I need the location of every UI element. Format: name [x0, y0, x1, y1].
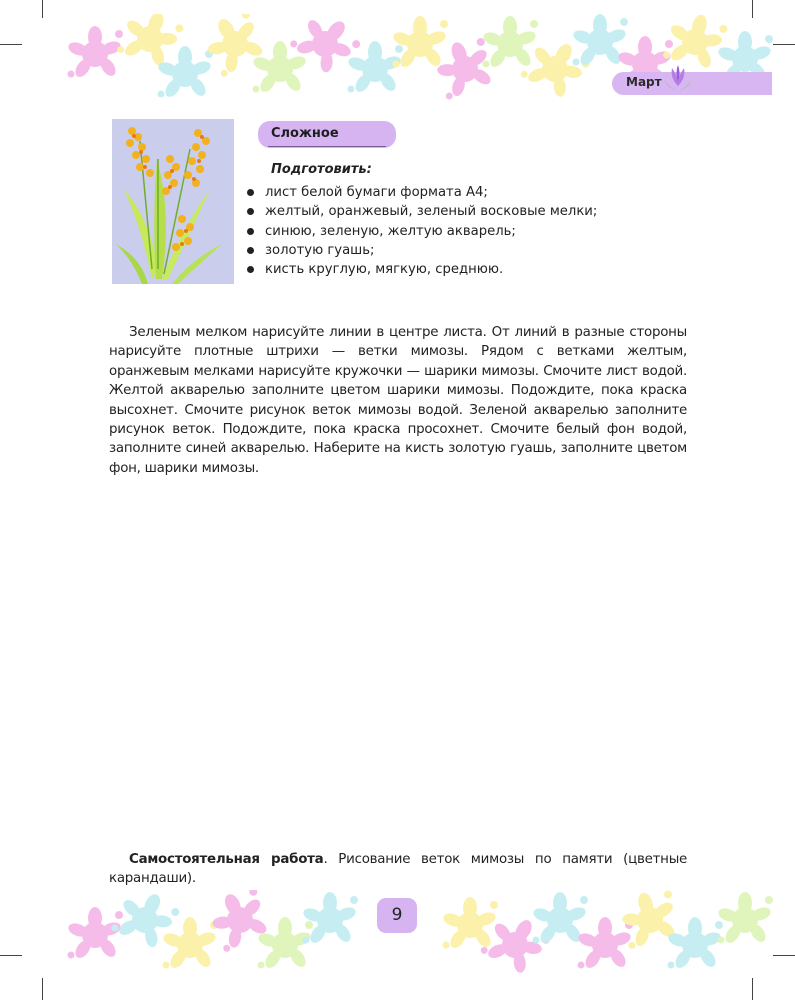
level-underline	[268, 146, 386, 147]
difficulty-level-tab	[258, 121, 396, 148]
crop-mark	[752, 978, 753, 1000]
list-item: желтый, оранжевый, зеленый восковые мелки;	[243, 202, 597, 221]
crop-mark	[773, 44, 795, 45]
mimosa-illustration	[112, 119, 234, 284]
flower-icon	[660, 64, 696, 98]
list-item: золотую гуашь;	[243, 241, 597, 260]
month-label: Март	[626, 75, 662, 89]
list-item: лист белой бумаги формата А4;	[243, 183, 597, 202]
page-number: 9	[391, 905, 403, 925]
difficulty-level-label: Сложное	[271, 126, 339, 141]
crop-mark	[0, 955, 22, 956]
page-number-badge	[377, 898, 417, 933]
crop-mark	[773, 955, 795, 956]
independent-work-label: Самостоятельная работа	[129, 852, 324, 867]
crop-mark	[42, 978, 43, 1000]
crop-mark	[42, 0, 43, 18]
materials-list	[243, 183, 597, 279]
list-item: синюю, зеленую, желтую акварель;	[243, 222, 597, 241]
independent-work-paragraph	[109, 850, 687, 889]
crop-mark	[0, 44, 22, 45]
instructions-paragraph: Зеленым мелком нарисуйте линии в центре листа. От линий в разные стороны нарисуйте плотные штрихи — ветки мимозы. Рядом с ветками желтым, оранжевым мелками нарисуйте кружочки — шарики мимозы. Смочите лист водой. Желтой акварелью заполните цветом шарики мимозы. Подождите, пока краска высохнет. Смочите рисунок веток мимозы водой. Зеленой акварелью заполните рисунок веток. Подождите, пока краска просохнет. Смочите белый фон водой, заполните синей акварелью. Наберите на кисть золотую гуашь, заполните цветом фон, шарики мимозы.	[109, 325, 687, 476]
list-item: кисть круглую, мягкую, среднюю.	[243, 260, 597, 279]
month-tab	[612, 72, 772, 95]
independent-work-text: . Рисование веток мимозы по памяти (цветные карандаши).	[109, 852, 688, 887]
prepare-heading: Подготовить:	[271, 162, 372, 177]
